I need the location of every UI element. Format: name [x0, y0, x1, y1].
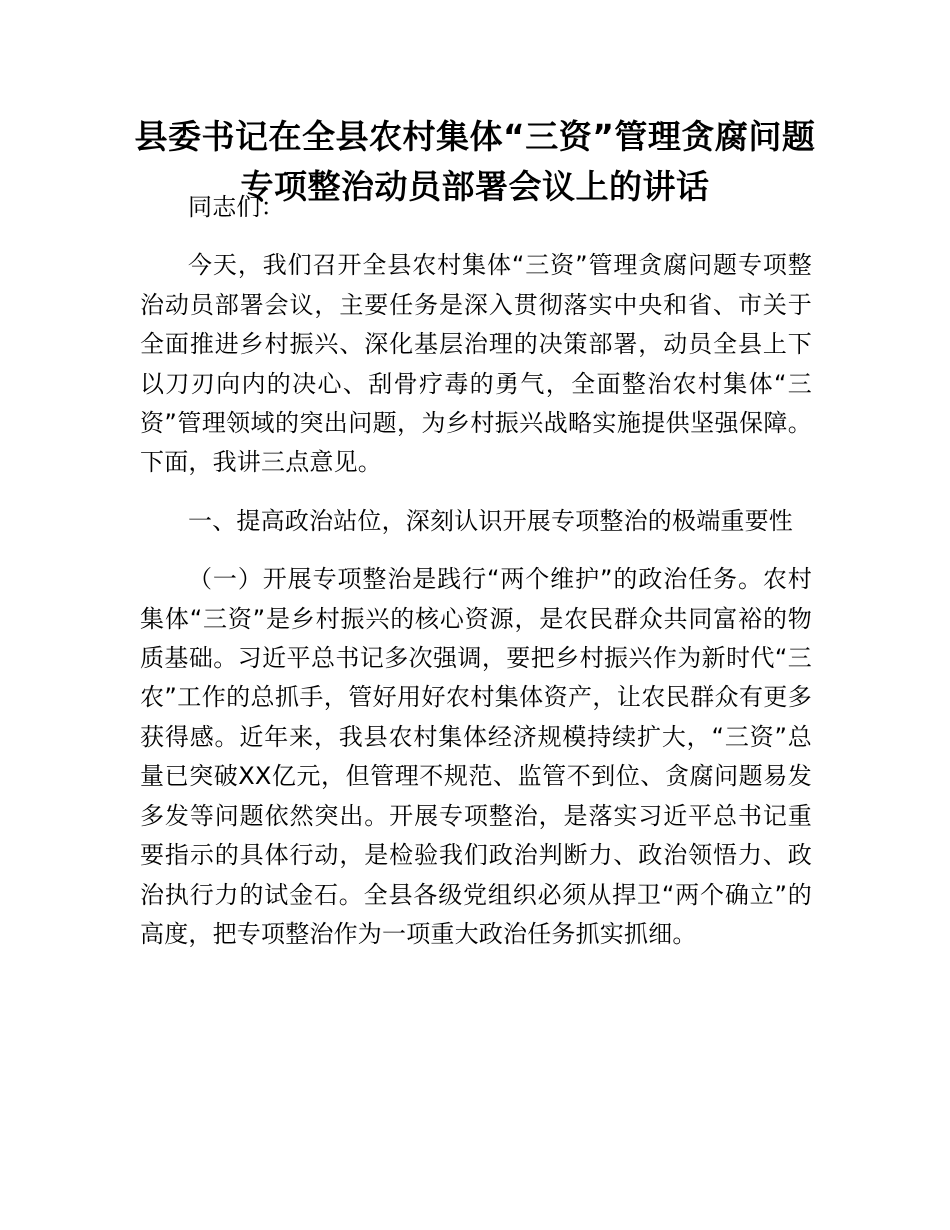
title-line-2: 专项整治动员部署会议上的讲话 [240, 167, 710, 206]
paragraph-subsection-1: （一）开展专项整治是践行“两个维护”的政治任务。农村集体“三资”是乡村振兴的核心资源，是农民群众共同富裕的物质基础。习近平总书记多次强调，要把乡村振兴作为新时代“三农”工作的总抓手，管好用好农村集体资产，让农民群众有更多获得感。近年来，我县农村集体经济规模持续扩大，“三资”总量已突破XX亿元，但管理不规范、监管不到位、贪腐问题易发多发等问题依然突出。开展专项整治，是落实习近平总书记重要指示的具体行动，是检验我们政治判断力、政治领悟力、政治执行力的试金石。全县各级党组织必须从捍卫“两个确立”的高度，把专项整治作为一项重大政治任务抓实抓细。 [140, 565, 812, 948]
title-line-1: 县委书记在全县农村集体“三资”管理贪腐问题 [134, 117, 816, 156]
section-heading-1: 一、提高政治站位，深刻认识开展专项整治的极端重要性 [188, 506, 793, 535]
document-body [140, 188, 812, 954]
salutation: 同志们： [188, 193, 285, 221]
paragraph-intro: 今天，我们召开全县农村集体“三资”管理贪腐问题专项整治动员部署会议，主要任务是深入贯彻落实中央和省、市关于全面推进乡村振兴、深化基层治理的决策部署，动员全县上下以刀刃向内的决心、刮骨疗毒的勇气，全面整治农村集体“三资”管理领域的突出问题，为乡村振兴战略实施提供坚强保障。下面，我讲三点意见。 [140, 251, 812, 477]
